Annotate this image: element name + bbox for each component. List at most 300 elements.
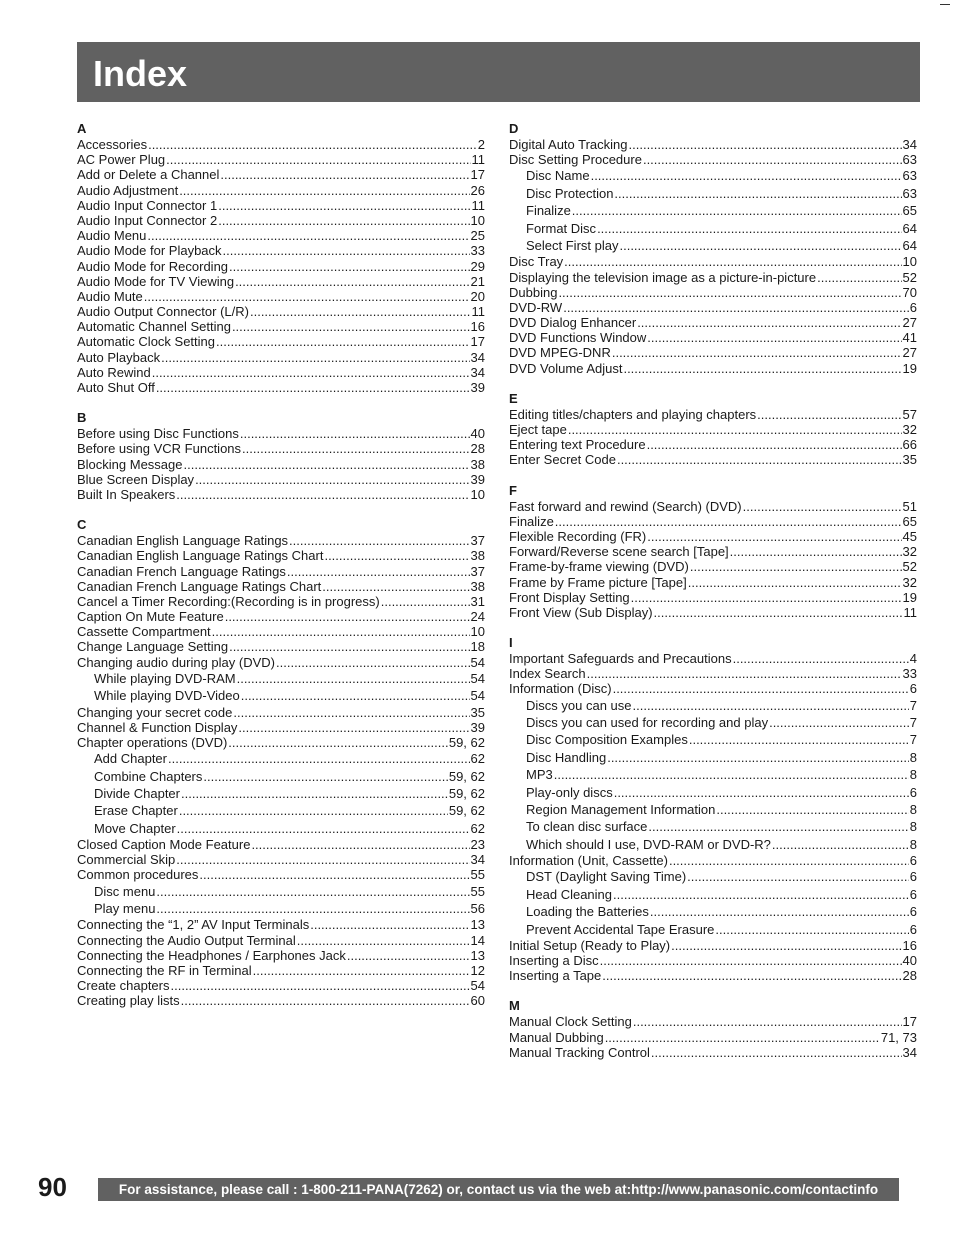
entry-term: Chapter operations (DVD) [77, 734, 228, 750]
dot-leader [631, 590, 902, 605]
index-subentry [509, 220, 917, 237]
entry-page: 52 [902, 269, 917, 285]
entry-page: 11 [471, 304, 485, 320]
dot-leader [218, 198, 470, 213]
entry-term: Front Display Setting [509, 589, 630, 605]
index-subentry [509, 903, 917, 920]
entry-term: Discs you can used for recording and play [526, 715, 769, 731]
dot-leader [687, 868, 909, 885]
page-header [77, 42, 920, 102]
entry-term: Audio Mute [77, 288, 143, 304]
entry-page: 32 [902, 574, 917, 590]
entry-page: 54 [470, 978, 485, 994]
dot-leader [772, 836, 909, 853]
entry-term: Head Cleaning [526, 886, 613, 902]
dot-leader [647, 529, 901, 544]
section-letter: E [509, 390, 518, 406]
section-letter: D [509, 121, 519, 136]
entry-page: 62 [470, 751, 485, 767]
dot-leader [605, 1030, 880, 1045]
entry-term: Information (Disc) [509, 681, 612, 697]
entry-term: Audio Menu [77, 228, 147, 244]
index-entry [77, 655, 485, 670]
entry-term: Create chapters [77, 978, 170, 994]
index-section-c [77, 517, 485, 1008]
index-entry [77, 213, 485, 228]
index-entry [509, 968, 917, 983]
entry-page: 12 [470, 963, 485, 979]
index-entry [77, 198, 485, 213]
entry-term: Canadian English Language Ratings Chart [77, 548, 324, 564]
index-entry [509, 559, 917, 574]
entry-page: 13 [470, 947, 485, 963]
index-subentry [509, 801, 917, 818]
entry-term: DVD Dialog Enhancer [509, 315, 637, 331]
index-section-f [509, 483, 917, 621]
dot-leader [240, 426, 470, 441]
entry-term: Changing your secret code [77, 704, 233, 720]
entry-term: Disc Name [526, 168, 590, 184]
dot-leader [647, 330, 901, 345]
dot-leader [289, 533, 469, 548]
entry-page: 28 [902, 968, 917, 984]
entry-page: 14 [470, 932, 485, 948]
entry-term: DST (Daylight Saving Time) [526, 869, 687, 885]
entry-term: Before using Disc Functions [77, 426, 239, 442]
index-entry [77, 243, 485, 258]
entry-term: Disc Tray [509, 254, 564, 270]
index-entry [509, 1045, 917, 1060]
entry-term: Canadian English Language Ratings [77, 533, 289, 549]
index-entry [509, 407, 917, 422]
dot-leader [179, 183, 469, 198]
index-subentry [509, 714, 917, 731]
entry-page: 11 [903, 604, 917, 620]
entry-page: 64 [902, 220, 917, 236]
index-entry [77, 228, 485, 243]
index-entry [509, 330, 917, 345]
entry-term: Audio Adjustment [77, 182, 179, 198]
entry-page: 6 [909, 886, 917, 902]
index-entry [77, 259, 485, 274]
entry-page: 55 [470, 883, 485, 899]
entry-page: 13 [470, 917, 485, 933]
index-entry [77, 350, 485, 365]
index-entry [77, 380, 485, 395]
dot-leader [310, 917, 469, 932]
entry-page: 8 [909, 767, 917, 783]
index-entry [77, 948, 485, 963]
dot-leader [168, 750, 470, 767]
entry-term: Audio Input Connector 2 [77, 212, 218, 228]
entry-page: 21 [470, 273, 485, 289]
entry-page: 59, 62 [448, 785, 485, 801]
entry-term: Combine Chapters [94, 768, 203, 784]
entry-term: Built In Speakers [77, 486, 176, 502]
entry-term: Front View (Sub Display) [509, 604, 653, 620]
entry-page: 41 [902, 330, 917, 346]
index-entry [77, 472, 485, 487]
entry-term: Region Management Information [526, 801, 716, 817]
entry-page: 34 [470, 349, 485, 365]
index-entry [509, 499, 917, 514]
dot-leader [637, 315, 901, 330]
dot-leader [228, 735, 448, 750]
index-subentry [509, 202, 917, 219]
dot-leader [607, 749, 909, 766]
index-entry [77, 564, 485, 579]
entry-page: 54 [470, 688, 485, 704]
index-entry [509, 452, 917, 467]
entry-term: Loading the Batteries [526, 904, 649, 920]
dot-leader [235, 274, 469, 289]
entry-term: While playing DVD-RAM [94, 670, 236, 686]
index-entry [77, 167, 485, 182]
entry-page: 11 [471, 152, 485, 168]
dot-leader [572, 202, 902, 219]
dot-leader [617, 452, 902, 467]
entry-term: Eject tape [509, 422, 567, 438]
index-entry [509, 137, 917, 152]
entry-page: 37 [470, 533, 485, 549]
index-subentry [77, 802, 485, 819]
entry-page: 17 [902, 1014, 917, 1030]
index-subentry [77, 820, 485, 837]
entry-page: 33 [902, 666, 917, 682]
index-entry [77, 978, 485, 993]
entry-term: Connecting the RF in Terminal [77, 963, 252, 979]
entry-term: While playing DVD-Video [94, 688, 240, 704]
entry-page: 65 [902, 203, 917, 219]
dot-leader [633, 1014, 902, 1029]
dot-leader [757, 407, 901, 422]
index-subentry [77, 750, 485, 767]
entry-page: 35 [902, 452, 917, 468]
entry-term: Fast forward and rewind (Search) (DVD) [509, 498, 742, 514]
entry-page: 54 [470, 654, 485, 670]
entry-page: 54 [470, 670, 485, 686]
index-entry [77, 917, 485, 932]
entry-term: Creating play lists [77, 993, 180, 1009]
index-entry [509, 529, 917, 544]
entry-term: Connecting the “1, 2” AV Input Terminals [77, 917, 310, 933]
entry-page: 6 [909, 681, 917, 697]
index-entry [509, 152, 917, 167]
index-entry [509, 681, 917, 696]
index-subentry [509, 836, 917, 853]
entry-term: Divide Chapter [94, 785, 180, 801]
page-title: Index [93, 53, 188, 94]
entry-term: Before using VCR Functions [77, 441, 242, 457]
dot-leader [147, 228, 469, 243]
dot-leader [199, 867, 469, 882]
index-entry [509, 285, 917, 300]
entry-page: 27 [902, 345, 917, 361]
entry-term: Editing titles/chapters and playing chapters [509, 406, 757, 422]
index-entry [509, 300, 917, 315]
entry-term: Manual Tracking Control [509, 1044, 650, 1060]
dot-leader [181, 785, 448, 802]
entry-page: 8 [909, 749, 917, 765]
dot-leader [623, 361, 901, 376]
entry-term: Entering text Procedure [509, 437, 646, 453]
entry-page: 59, 62 [448, 734, 485, 750]
index-entry [77, 457, 485, 472]
dot-leader [558, 285, 901, 300]
index-entry [77, 319, 485, 334]
index-entry [77, 365, 485, 380]
index-entry [509, 575, 917, 590]
index-entry [77, 594, 485, 609]
entry-page: 35 [470, 704, 485, 720]
index-entry [509, 254, 917, 269]
dot-leader [225, 609, 470, 624]
entry-page: 70 [902, 284, 917, 300]
entry-page: 20 [470, 288, 485, 304]
entry-term: Accessories [77, 137, 148, 152]
index-entry [509, 1030, 917, 1045]
section-letter: C [77, 517, 87, 533]
page-number: 90 [38, 1172, 67, 1202]
index-entry [77, 274, 485, 289]
entry-term: Displaying the television image as a picture-in-picture [509, 269, 817, 285]
entry-page: 26 [470, 182, 485, 198]
dot-leader [156, 883, 469, 900]
index-entry [77, 441, 485, 456]
dot-leader [730, 544, 902, 559]
index-entry [77, 852, 485, 867]
index-entry [509, 605, 917, 620]
entry-term: Connecting the Headphones / Earphones Jack [77, 947, 346, 963]
dot-leader [242, 441, 470, 456]
entry-page: 7 [909, 732, 917, 748]
index-entry [509, 1014, 917, 1029]
dot-leader [554, 766, 909, 783]
index-subentry [509, 749, 917, 766]
dot-leader [688, 575, 902, 590]
dot-leader [297, 933, 470, 948]
index-subentry [509, 921, 917, 938]
index-subentry [77, 768, 485, 785]
crop-mark [940, 4, 950, 5]
dot-leader [203, 768, 447, 785]
entry-term: Disc Handling [526, 749, 607, 765]
index-entry [77, 705, 485, 720]
entry-term: Closed Caption Mode Feature [77, 837, 251, 853]
entry-page: 39 [470, 380, 485, 395]
entry-term: DVD Functions Window [509, 330, 647, 346]
entry-page: 6 [909, 784, 917, 800]
index-section-e [509, 391, 917, 468]
entry-page: 28 [470, 441, 485, 457]
dot-leader [817, 270, 901, 285]
index-entry [509, 590, 917, 605]
dot-leader [671, 938, 901, 953]
index-entry [77, 579, 485, 594]
entry-page: 66 [902, 437, 917, 453]
dot-leader [179, 802, 448, 819]
dot-leader [381, 594, 470, 609]
entry-term: Disc menu [94, 883, 156, 899]
index-entry [509, 437, 917, 452]
dot-leader [613, 886, 909, 903]
entry-page: 71, 73 [880, 1029, 917, 1045]
entry-page: 8 [909, 819, 917, 835]
entry-term: Blue Screen Display [77, 471, 195, 487]
entry-page: 63 [902, 168, 917, 184]
entry-term: Inserting a Tape [509, 968, 602, 984]
entry-term: Prevent Accidental Tape Erasure [526, 921, 715, 937]
index-entry [509, 345, 917, 360]
section-letter: A [77, 121, 87, 136]
index-entry [77, 487, 485, 502]
entry-term: Cancel a Timer Recording:(Recording is in progress) [77, 593, 380, 609]
dot-leader [223, 243, 470, 258]
entry-term: Disc Setting Procedure [509, 152, 642, 168]
entry-page: 59, 62 [448, 803, 485, 819]
entry-page: 31 [470, 593, 485, 609]
dot-leader [612, 345, 902, 360]
entry-page: 63 [902, 185, 917, 201]
entry-page: 6 [909, 921, 917, 937]
entry-term: Add or Delete a Channel [77, 167, 220, 183]
dot-leader [156, 380, 470, 395]
entry-page: 19 [902, 589, 917, 605]
entry-page: 65 [902, 513, 917, 529]
entry-page: 7 [909, 715, 917, 731]
dot-leader [144, 289, 470, 304]
entry-page: 10 [902, 254, 917, 270]
entry-page: 32 [902, 422, 917, 438]
index-entry [77, 334, 485, 349]
entry-term: DVD Volume Adjust [509, 360, 623, 376]
entry-page: 64 [902, 237, 917, 253]
entry-page: 45 [902, 528, 917, 544]
entry-term: MP3 [526, 767, 553, 783]
entry-term: Automatic Clock Setting [77, 334, 216, 350]
index-entry [77, 867, 485, 882]
dot-leader [156, 900, 469, 917]
index-subentry [509, 766, 917, 783]
dot-leader [614, 784, 909, 801]
dot-leader [181, 993, 470, 1008]
entry-page: 17 [470, 334, 485, 350]
index-entry [77, 933, 485, 948]
entry-term: Frame by Frame picture [Tape] [509, 574, 687, 590]
entry-page: 6 [909, 904, 917, 920]
dot-leader [233, 705, 469, 720]
entry-page: 34 [902, 1044, 917, 1060]
entry-term: Canadian French Language Ratings Chart [77, 578, 322, 594]
index-subentry [509, 185, 917, 202]
index-subentry [509, 868, 917, 885]
entry-term: Format Disc [526, 220, 597, 236]
index-entry [509, 544, 917, 559]
entry-term: Add Chapter [94, 751, 167, 767]
entry-page: 29 [470, 258, 485, 274]
entry-page: 16 [470, 319, 485, 335]
entry-page: 51 [902, 498, 917, 514]
entry-page: 38 [470, 578, 485, 594]
dot-leader [690, 559, 902, 574]
entry-page: 10 [470, 212, 485, 228]
entry-page: 10 [470, 486, 485, 502]
dot-leader [654, 605, 903, 620]
entry-term: Disc Composition Examples [526, 732, 688, 748]
entry-term: Audio Mode for Recording [77, 258, 229, 274]
entry-term: To clean disc surface [526, 819, 648, 835]
dot-leader [633, 697, 909, 714]
entry-term: Discs you can use [526, 697, 632, 713]
entry-term: Frame-by-frame viewing (DVD) [509, 559, 689, 575]
dot-leader [195, 472, 469, 487]
entry-term: Caption On Mute Feature [77, 609, 224, 625]
dot-leader [587, 666, 902, 681]
dot-leader [250, 304, 471, 319]
index-section-m [509, 998, 917, 1060]
index-section-d [509, 121, 917, 376]
entry-term: Connecting the Audio Output Terminal [77, 932, 296, 948]
entry-term: Auto Shut Off [77, 380, 155, 395]
index-subentry [509, 886, 917, 903]
entry-page: 60 [470, 993, 485, 1009]
index-entry [77, 639, 485, 654]
index-entry [77, 137, 485, 152]
entry-page: 40 [902, 953, 917, 969]
entry-term: Information (Unit, Cassette) [509, 853, 668, 869]
entry-term: Audio Mode for TV Viewing [77, 273, 235, 289]
entry-page: 6 [909, 869, 917, 885]
entry-term: Initial Setup (Ready to Play) [509, 937, 671, 953]
entry-term: Erase Chapter [94, 803, 178, 819]
entry-term: AC Power Plug [77, 152, 166, 168]
entry-term: Manual Clock Setting [509, 1014, 632, 1030]
dot-leader [600, 953, 902, 968]
entry-page: 11 [471, 197, 485, 213]
dot-leader [276, 655, 470, 670]
dot-leader [563, 300, 909, 315]
dot-leader [715, 921, 908, 938]
dot-leader [241, 687, 470, 704]
dot-leader [229, 639, 469, 654]
dot-leader [220, 167, 469, 182]
entry-page: 6 [909, 299, 917, 315]
entry-page: 39 [470, 719, 485, 735]
entry-term: Important Safeguards and Precautions [509, 651, 732, 667]
entry-page: 34 [902, 137, 917, 152]
entry-page: 16 [902, 937, 917, 953]
dot-leader [629, 137, 902, 152]
index-entry [509, 651, 917, 666]
index-entry [509, 514, 917, 529]
index-entry [509, 270, 917, 285]
entry-term: Dubbing [509, 284, 558, 300]
dot-leader [689, 731, 909, 748]
entry-page: 33 [470, 243, 485, 259]
index-subentry [77, 883, 485, 900]
index-column-left [77, 121, 485, 1024]
index-subentry [509, 731, 917, 748]
entry-page: 38 [470, 456, 485, 472]
entry-page: 4 [909, 651, 917, 667]
entry-term: Changing audio during play (DVD) [77, 654, 276, 670]
entry-term: Finalize [509, 513, 554, 529]
entry-term: Commercial Skip [77, 852, 176, 868]
entry-page: 8 [909, 836, 917, 852]
entry-page: 27 [902, 315, 917, 331]
section-letter: B [77, 410, 87, 426]
dot-leader [769, 714, 909, 731]
